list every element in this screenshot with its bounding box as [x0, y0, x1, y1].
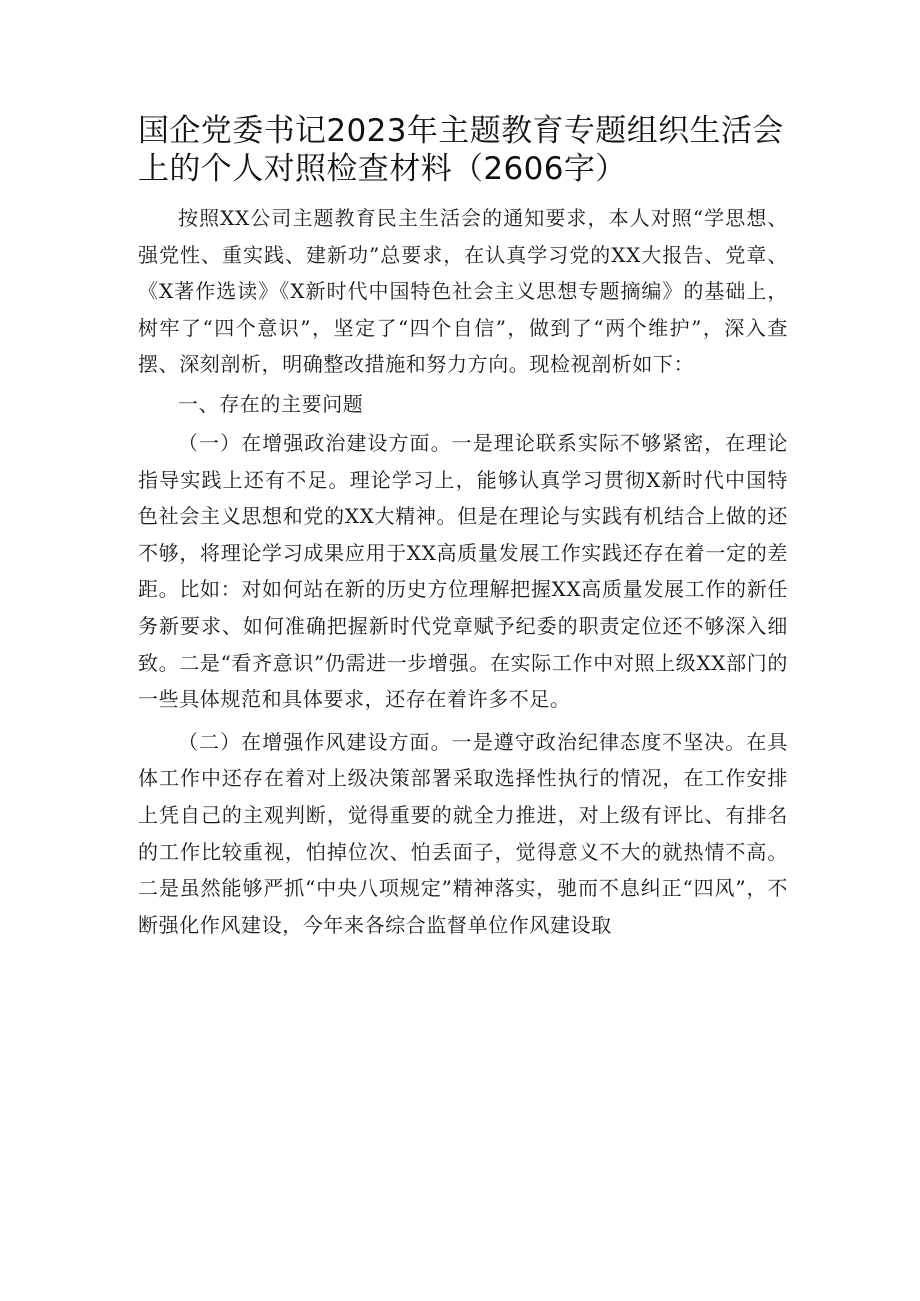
document-title: 国企党委书记2023年主题教育专题组织生活会上的个人对照检查材料（2606字）	[138, 113, 784, 187]
document-body	[138, 200, 788, 943]
section-heading: 一、存在的主要问题	[178, 391, 364, 416]
intro-paragraph: 按照XX公司主题教育民主生活会的通知要求，本人对照“学思想、强党性、重实践、建新功”总要求，在认真学习党的XX大报告、党章、《X著作选读》《X新时代中国特色社会主义思想专题摘编》的基础上，树牢了“四个意识”，坚定了“四个自信”，做到了“两个维护”，深入查摆、深刻剖析，明确整改措施和努力方向。现检视剖析如下：	[138, 206, 788, 377]
body-paragraph: （一）在增强政治建设方面。一是理论联系实际不够紧密，在理论指导实践上还有不足。理论学习上，能够认真学习贯彻X新时代中国特色社会主义思想和党的XX大精神。但是在理论与实践有机结合上做的还不够，将理论学习成果应用于XX高质量发展工作实践还存在着一定的差距。比如：对如何站在新的历史方位理解把握XX高质量发展工作的新任务新要求、如何准确把握新时代党章赋予纪委的职责定位还不够深入细致。二是“看齐意识”仍需进一步增强。在实际工作中对照上级XX部门的一些具体规范和具体要求，还存在着许多不足。	[138, 430, 788, 712]
body-paragraph: （二）在增强作风建设方面。一是遵守政治纪律态度不坚决。在具体工作中还存在着对上级决策部署采取选择性执行的情况，在工作安排上凭自己的主观判断，觉得重要的就全力推进，对上级有评比、有排名的工作比较重视，怕掉位次、怕丢面子，觉得意义不大的就热情不高。二是虽然能够严抓“中央八项规定”精神落实，驰而不息纠正“四风”，不断强化作风建设，今年来各综合监督单位作风建设取	[138, 729, 788, 937]
